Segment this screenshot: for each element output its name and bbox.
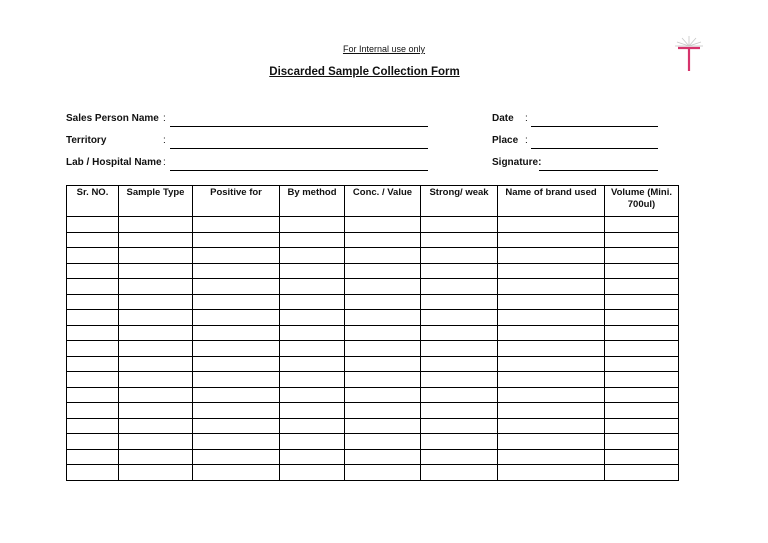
table-cell[interactable] [605,434,679,450]
table-cell[interactable] [345,449,421,465]
place-field[interactable] [492,135,658,149]
date-colon: : [525,113,528,124]
territory-field[interactable] [66,135,428,149]
lab-hospital-colon: : [163,157,166,168]
table-cell[interactable] [605,341,679,357]
table-cell[interactable] [421,263,498,279]
table-cell[interactable] [421,248,498,264]
table-cell[interactable] [421,341,498,357]
table-cell[interactable] [280,294,345,310]
col-sample-type: Sample Type [119,186,193,217]
table-cell[interactable] [605,403,679,419]
table-cell[interactable] [67,279,119,295]
lab-hospital-line[interactable] [170,170,428,171]
table-row [67,310,679,326]
col-by-method: By method [280,186,345,217]
sample-collection-table [66,185,679,481]
table-cell[interactable] [193,263,280,279]
table-cell[interactable] [421,294,498,310]
place-line[interactable] [531,148,658,149]
table-cell[interactable] [605,449,679,465]
table-cell[interactable] [119,356,193,372]
table-cell[interactable] [119,325,193,341]
lab-hospital-label: Lab / Hospital Name [66,157,162,168]
table-cell[interactable] [119,418,193,434]
table-cell[interactable] [498,403,605,419]
signature-line[interactable] [539,170,658,171]
table-row [67,418,679,434]
table-cell[interactable] [498,217,605,233]
table-cell[interactable] [421,356,498,372]
table-cell[interactable] [193,248,280,264]
table-cell[interactable] [605,310,679,326]
table-row [67,232,679,248]
table-cell[interactable] [119,372,193,388]
table-cell[interactable] [67,310,119,326]
table-cell[interactable] [605,372,679,388]
table-cell[interactable] [119,232,193,248]
col-conc-value: Conc. / Value [345,186,421,217]
table-cell[interactable] [193,294,280,310]
table-cell[interactable] [119,387,193,403]
table-row [67,372,679,388]
table-row [67,279,679,295]
table-cell[interactable] [498,449,605,465]
table-cell[interactable] [498,279,605,295]
table-cell[interactable] [119,465,193,481]
table-cell[interactable] [193,449,280,465]
table-cell[interactable] [193,418,280,434]
table-cell[interactable] [345,372,421,388]
table-cell[interactable] [67,372,119,388]
col-sr-no: Sr. NO. [67,186,119,217]
table-row [67,263,679,279]
table-cell[interactable] [280,449,345,465]
internal-use-note: For Internal use only [342,44,426,54]
table-cell[interactable] [119,310,193,326]
table-cell[interactable] [345,341,421,357]
table-cell[interactable] [119,279,193,295]
table-cell[interactable] [280,403,345,419]
sales-person-label: Sales Person Name [66,113,159,124]
table-cell[interactable] [421,279,498,295]
table-cell[interactable] [605,217,679,233]
table-cell[interactable] [119,248,193,264]
table-cell[interactable] [605,325,679,341]
table-cell[interactable] [345,465,421,481]
table-cell[interactable] [67,387,119,403]
table-cell[interactable] [193,403,280,419]
table-cell[interactable] [498,310,605,326]
table-cell[interactable] [280,279,345,295]
table-cell[interactable] [345,356,421,372]
territory-colon: : [163,135,166,146]
table-cell[interactable] [280,387,345,403]
table-cell[interactable] [345,294,421,310]
table-cell[interactable] [421,232,498,248]
table-cell[interactable] [605,294,679,310]
table-cell[interactable] [280,310,345,326]
col-positive-for: Positive for [193,186,280,217]
sales-person-field[interactable] [66,113,428,127]
table-row [67,387,679,403]
table-cell[interactable] [67,217,119,233]
table-cell[interactable] [193,465,280,481]
table-cell[interactable] [280,418,345,434]
table-cell[interactable] [421,434,498,450]
table-cell[interactable] [421,372,498,388]
col-strong-weak: Strong/ weak [421,186,498,217]
table-row [67,356,679,372]
table-cell[interactable] [67,248,119,264]
brand-logo-icon [672,33,706,73]
table-row [67,294,679,310]
table-cell[interactable] [193,325,280,341]
table-cell[interactable] [605,418,679,434]
signature-label: Signature: [492,157,542,168]
table-cell[interactable] [67,325,119,341]
table-cell[interactable] [67,403,119,419]
table-cell[interactable] [605,263,679,279]
table-cell[interactable] [193,217,280,233]
table-cell[interactable] [345,263,421,279]
table-cell[interactable] [421,217,498,233]
table-row [67,341,679,357]
territory-line[interactable] [170,148,428,149]
table-cell[interactable] [345,418,421,434]
table-cell[interactable] [421,403,498,419]
table-cell[interactable] [280,341,345,357]
table-cell[interactable] [280,232,345,248]
table-cell[interactable] [605,356,679,372]
table-cell[interactable] [67,465,119,481]
table-cell[interactable] [67,232,119,248]
table-cell[interactable] [498,325,605,341]
table-body [67,217,679,481]
table-cell[interactable] [193,279,280,295]
table-cell[interactable] [345,387,421,403]
table-cell[interactable] [119,341,193,357]
table-cell[interactable] [345,279,421,295]
table-cell[interactable] [345,434,421,450]
table-cell[interactable] [605,232,679,248]
table-cell[interactable] [67,294,119,310]
table-cell[interactable] [119,449,193,465]
table-cell[interactable] [193,356,280,372]
table-cell[interactable] [498,263,605,279]
place-colon: : [525,135,528,146]
table-cell[interactable] [280,356,345,372]
table-cell[interactable] [67,434,119,450]
table-cell[interactable] [345,310,421,326]
table-cell[interactable] [280,465,345,481]
table-cell[interactable] [605,465,679,481]
table-cell[interactable] [280,325,345,341]
table-cell[interactable] [345,217,421,233]
table-cell[interactable] [498,294,605,310]
table-row [67,248,679,264]
signature-field[interactable] [492,157,658,171]
table-row [67,465,679,481]
col-volume: Volume (Mini. 700ul) [605,186,679,217]
lab-hospital-field[interactable] [66,157,428,171]
table-cell[interactable] [119,434,193,450]
table-cell[interactable] [345,325,421,341]
table-cell[interactable] [345,232,421,248]
table-cell[interactable] [345,403,421,419]
table-cell[interactable] [421,310,498,326]
table-row [67,325,679,341]
table-cell[interactable] [67,263,119,279]
col-brand-used: Name of brand used [498,186,605,217]
table-cell[interactable] [67,449,119,465]
table-cell[interactable] [193,434,280,450]
date-line[interactable] [531,126,658,127]
table-cell[interactable] [193,372,280,388]
table-cell[interactable] [498,341,605,357]
table-cell[interactable] [498,434,605,450]
table-row [67,217,679,233]
table-cell[interactable] [421,387,498,403]
sales-person-line[interactable] [170,126,428,127]
table-cell[interactable] [498,465,605,481]
table-cell[interactable] [280,434,345,450]
table-cell[interactable] [605,387,679,403]
table-cell[interactable] [67,356,119,372]
table-cell[interactable] [280,372,345,388]
table-cell[interactable] [498,372,605,388]
table-cell[interactable] [67,418,119,434]
table-cell[interactable] [421,465,498,481]
table-cell[interactable] [119,263,193,279]
table-cell[interactable] [498,418,605,434]
table-cell[interactable] [280,263,345,279]
table-cell[interactable] [193,387,280,403]
date-field[interactable] [492,113,658,127]
table-cell[interactable] [119,294,193,310]
table-header-row [67,186,679,217]
table-cell[interactable] [498,387,605,403]
place-label: Place [492,135,519,146]
table-cell[interactable] [498,356,605,372]
table-cell[interactable] [421,325,498,341]
table-cell[interactable] [421,418,498,434]
table-cell[interactable] [498,232,605,248]
table-cell[interactable] [280,248,345,264]
table-cell[interactable] [605,248,679,264]
territory-label: Territory [66,135,107,146]
table-cell[interactable] [498,248,605,264]
table-cell[interactable] [193,310,280,326]
table-cell[interactable] [119,403,193,419]
form-title: Discarded Sample Collection Form [269,66,460,78]
table-cell[interactable] [119,217,193,233]
table-row [67,403,679,419]
table-cell[interactable] [280,217,345,233]
sales-person-colon: : [163,113,166,124]
table-cell[interactable] [193,341,280,357]
table-cell[interactable] [193,232,280,248]
table-cell[interactable] [421,449,498,465]
table-row [67,434,679,450]
table-cell[interactable] [605,279,679,295]
date-label: Date [492,113,514,124]
table-row [67,449,679,465]
table-cell[interactable] [345,248,421,264]
table-cell[interactable] [67,341,119,357]
